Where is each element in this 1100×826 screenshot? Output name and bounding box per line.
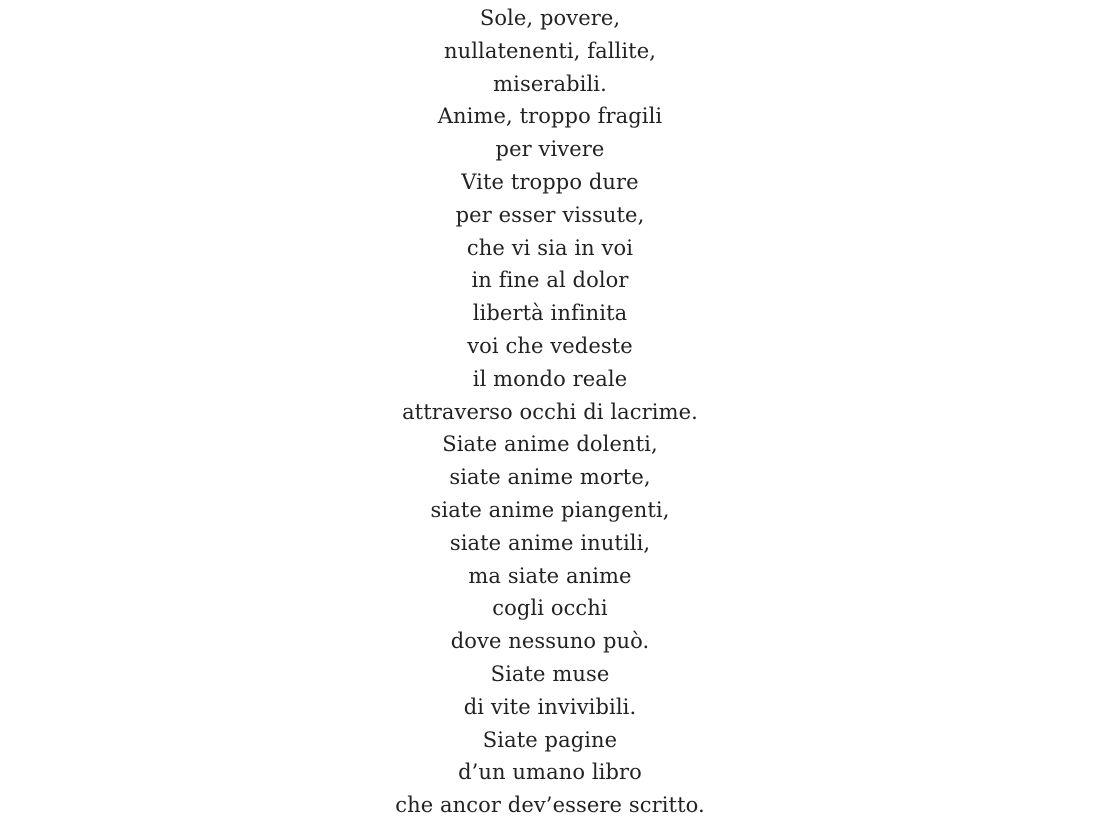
poem-line: siate anime inutili,: [449, 530, 651, 555]
poem-line: per esser vissute,: [455, 202, 645, 227]
poem-line: siate anime morte,: [449, 465, 651, 490]
poem-line: di vite invivibili.: [463, 694, 637, 719]
poem-line: miserabili.: [493, 71, 607, 96]
poem-line: che ancor dev’essere scritto.: [395, 793, 705, 818]
poem-line: cogli occhi: [492, 596, 608, 621]
poem-line: nullatenenti, fallite,: [443, 38, 657, 63]
poem-line: Siate anime dolenti,: [442, 432, 658, 457]
poem-line: Vite troppo dure: [461, 169, 639, 194]
poem-line: in fine al dolor: [471, 268, 629, 293]
poem-line: attraverso occhi di lacrime.: [402, 399, 698, 424]
poem-line: per vivere: [495, 137, 605, 162]
poem-line: Sole, povere,: [479, 6, 621, 30]
poem-line: il mondo reale: [472, 366, 628, 391]
poem-line: dove nessuno può.: [450, 629, 650, 654]
poem-line: d’un umano libro: [458, 760, 642, 785]
poem-line: che vi sia in voi: [466, 235, 634, 260]
poem-line: Siate muse: [490, 661, 610, 686]
poem-line: siate anime piangenti,: [430, 497, 670, 522]
poem-line: Anime, troppo fragili: [437, 104, 663, 129]
poem-line: ma siate anime: [468, 563, 632, 588]
poem-line: voi che vedeste: [467, 333, 633, 358]
poem-line: Siate pagine: [482, 727, 618, 752]
poem-line: libertà infinita: [472, 301, 628, 326]
